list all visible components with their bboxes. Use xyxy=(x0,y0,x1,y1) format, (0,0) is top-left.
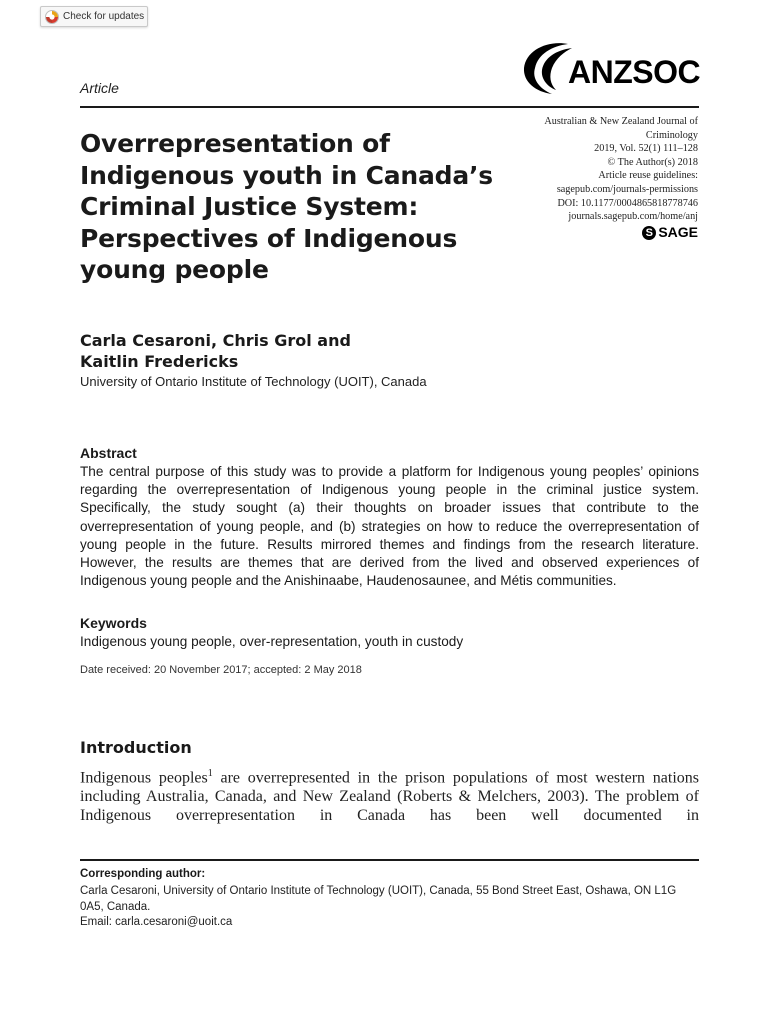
keywords-list: Indigenous young people, over-representation, youth in custody xyxy=(80,634,464,649)
corresponding-author-details xyxy=(80,884,699,931)
journal-info xyxy=(488,115,698,240)
corresponding-author-address: Carla Cesaroni, University of Ontario Institute of Technology (UOIT), Canada, 55 Bond Street East, Oshawa, ON L1G 0A5, Canada. xyxy=(80,885,677,913)
check-for-updates-button[interactable] xyxy=(40,6,148,27)
anzsoc-logo xyxy=(522,38,700,96)
sage-logo xyxy=(642,223,698,240)
logo-wordmark: ANZSOC xyxy=(568,54,701,90)
received-accepted-dates: Date received: 20 November 2017; accepted: 2 May 2018 xyxy=(80,664,362,676)
sage-s-icon: S xyxy=(642,226,656,240)
abstract-body: The central purpose of this study was to provide a platform for Indigenous young peoples’ opinions regarding the overrepresentation of Indigenous young people in the criminal justice system. Specifically, the study sought (a) their thoughts on broader issues that contribute to the overrepresentation of young people, and (b) strategies on how to reduce the overrepresentation of young people in the future. Results mirrored themes and findings from the research literature. However, the results are themes that are derived from the lived and observed experiences of Indigenous young people and the Anishinaabe, Haudenosaunee, and Métis communities. xyxy=(80,464,699,589)
update-badge-icon xyxy=(45,10,59,24)
journal-name-line2: Criminology xyxy=(645,129,698,141)
keywords-heading: Keywords xyxy=(80,615,147,631)
journal-home-link[interactable]: journals.sagepub.com/home/anj xyxy=(568,211,698,223)
check-for-updates-label: Check for updates xyxy=(63,11,145,22)
introduction-paragraph xyxy=(80,765,699,825)
introduction-heading: Introduction xyxy=(80,738,192,757)
header-divider xyxy=(80,106,699,108)
abstract-heading: Abstract xyxy=(80,445,137,461)
journal-copyright: © The Author(s) 2018 xyxy=(607,156,698,168)
intro-text-rest: are overrepresented in the prison populations of most western nations including Australia, Canada, and New Zealand (Roberts & Melchers, 2003). The problem of Indigenous overrepresentation in Canada has been well documented in xyxy=(80,769,699,824)
corresponding-author-heading: Corresponding author: xyxy=(80,868,206,880)
intro-text-start: Indigenous peoples xyxy=(80,769,208,787)
reuse-guidelines-label: Article reuse guidelines: xyxy=(598,170,698,182)
footnote-marker[interactable]: 1 xyxy=(207,768,213,779)
corresponding-author-email[interactable]: Email: carla.cesaroni@uoit.ca xyxy=(80,916,233,928)
journal-volume: 2019, Vol. 52(1) 111–128 xyxy=(594,143,698,155)
author-affiliation: University of Ontario Institute of Technology (UOIT), Canada xyxy=(80,374,427,389)
authors-line1: Carla Cesaroni, Chris Grol and xyxy=(80,331,351,350)
footnote-divider xyxy=(80,859,699,861)
authors-line2: Kaitlin Fredericks xyxy=(80,352,239,371)
reuse-guidelines-link[interactable]: sagepub.com/journals-permissions xyxy=(556,183,698,195)
author-list xyxy=(80,330,480,372)
article-title: Overrepresentation of Indigenous youth in Canada’s Criminal Justice System: Perspectives of Indigenous young people xyxy=(80,129,493,284)
journal-name-line1: Australian & New Zealand Journal of xyxy=(544,116,698,127)
doi-link[interactable]: DOI: 10.1177/0004865818778746 xyxy=(557,197,698,209)
article-type-label: Article xyxy=(80,80,119,96)
sage-wordmark: SAGE xyxy=(658,223,698,240)
